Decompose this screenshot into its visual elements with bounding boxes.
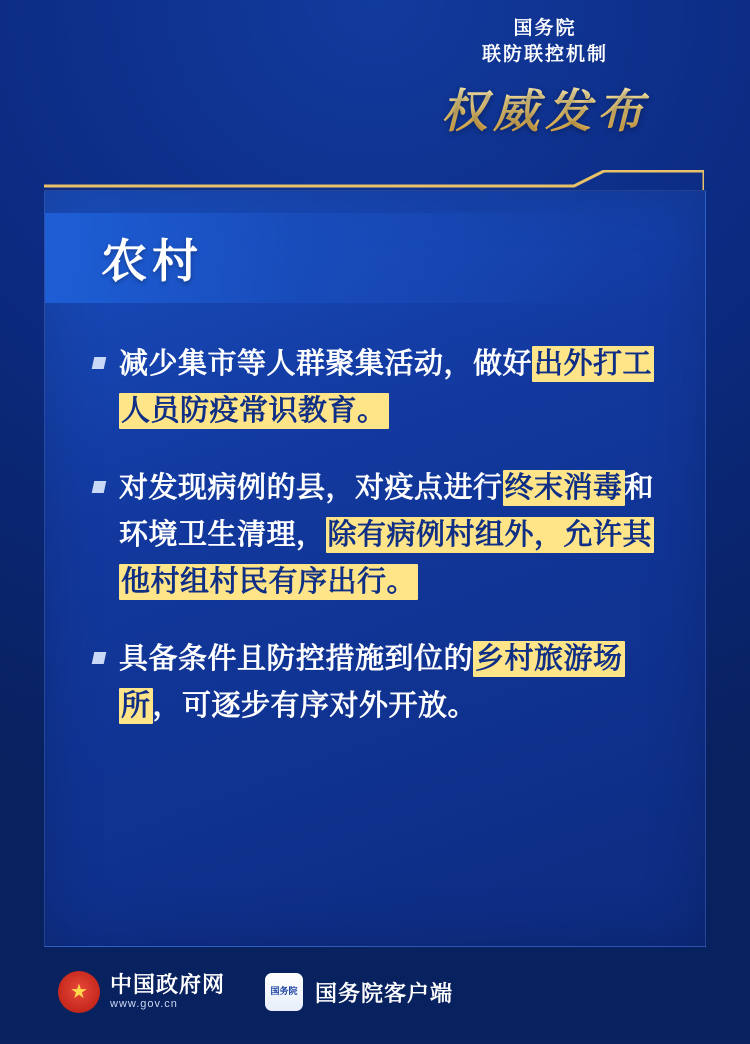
national-emblem-icon (58, 971, 100, 1013)
bullet-3-segment-2: ，可逐步有序对外开放。 (152, 689, 478, 722)
bullet-2-segment-1: 终末消毒 (504, 471, 623, 504)
list-item (93, 636, 668, 730)
bullet-1-segment-0: 减少集市等人群聚集活动，做好 (119, 348, 533, 380)
app-icon-label: 国务院 (270, 986, 298, 997)
app-icon (265, 973, 303, 1011)
bullet-2-segment-3: 除有病例村组外，允许其他村组村民有序出行。 (121, 518, 653, 598)
bullet-2-segment-0: 对发现病例的县，对疫点进行 (119, 471, 503, 504)
bullet-text-2 (119, 465, 668, 606)
bullet-marker-icon (92, 652, 107, 664)
list-item (93, 465, 668, 606)
gov-text-block (110, 973, 225, 1011)
content-card (44, 190, 706, 947)
bullet-marker-icon (92, 481, 107, 493)
bullet-3-segment-1: 乡村旅游场所 (121, 642, 623, 722)
bullet-marker-icon (92, 357, 107, 369)
bullet-3-segment-0: 具备条件且防控措施到位的 (119, 642, 474, 675)
bullet-2-segment-2: 和环境卫生清理， (119, 471, 655, 551)
bullet-text-1 (119, 341, 668, 435)
bullet-list (93, 341, 668, 760)
bullet-1-segment-1: 出外打工人员防疫常识教育。 (121, 348, 653, 427)
header-subtitle-line1: 国务院 (513, 18, 577, 39)
gov-site-name: 中国政府网 (110, 972, 226, 998)
gov-site-url: www.gov.cn (110, 998, 178, 1011)
list-item (93, 341, 668, 435)
header-title: 权威发布 (380, 75, 710, 141)
header-badge (380, 16, 710, 146)
header-subtitle-line2: 联防联控机制 (481, 43, 608, 65)
gov-app-logo[interactable] (265, 973, 453, 1011)
gov-website-logo[interactable] (58, 971, 225, 1013)
section-title: 农村 (101, 236, 203, 287)
section-title-bar (45, 213, 605, 303)
app-name: 国务院客户端 (315, 980, 454, 1006)
bullet-text-3 (119, 636, 668, 730)
footer (44, 962, 704, 1022)
